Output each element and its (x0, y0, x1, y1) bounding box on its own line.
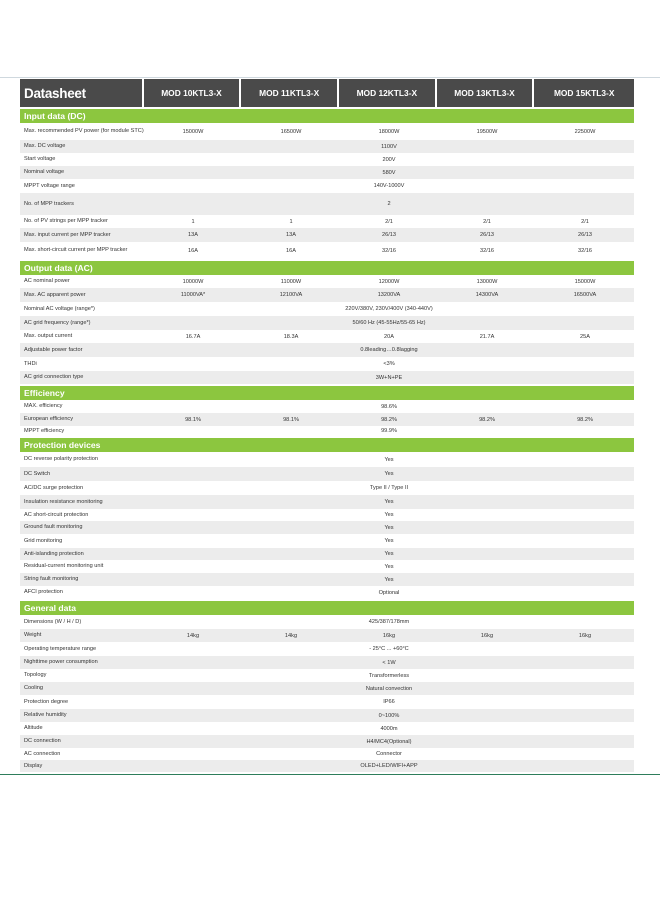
row-values (144, 123, 634, 140)
table-row (20, 615, 634, 629)
section-header: Protection devices (20, 438, 634, 452)
row-value: 3W+N+PE (375, 374, 403, 381)
row-label: AC/DC surge protection (24, 484, 84, 491)
row-values (144, 573, 634, 586)
row-label: Nominal voltage (24, 169, 65, 176)
row-label: Max. short-circuit current per MPP tracker (24, 247, 128, 254)
row-label: Relative humidity (24, 712, 67, 719)
row-value: 12000W (378, 278, 400, 285)
row-values (144, 695, 634, 709)
table-row (20, 215, 634, 228)
row-values (144, 140, 634, 153)
row-label: THDi (24, 360, 37, 367)
table-row (20, 302, 634, 316)
row-label: Topology (24, 672, 47, 679)
table-row (20, 586, 634, 599)
table-row (20, 760, 634, 772)
table-row (20, 316, 634, 330)
row-label: Display (24, 762, 43, 769)
row-value: 2/1 (385, 218, 393, 225)
row-value: 98.2% (577, 416, 593, 423)
row-label: MPPT voltage range (24, 182, 75, 189)
row-values (144, 709, 634, 722)
row-values (144, 288, 634, 302)
row-value: 98.2% (479, 416, 495, 423)
row-label: Insulation resistance monitoring (24, 498, 103, 505)
row-values (144, 548, 634, 560)
row-value: Yes (384, 471, 394, 477)
row-label: Max. input current per MPP tracker (24, 231, 111, 238)
table-row (20, 509, 634, 521)
row-value: < 1W (382, 659, 396, 666)
row-value: 16A (188, 247, 198, 254)
row-values (144, 669, 634, 682)
row-value: 4000m (380, 725, 398, 732)
row-label: Residual-current monitoring unit (24, 563, 104, 570)
row-value: 16500VA (573, 292, 597, 298)
section-header: General data (20, 601, 634, 615)
row-label: AC short-circuit protection (24, 511, 89, 518)
row-value: 15000W (574, 278, 596, 285)
row-value: 16.7A (185, 333, 201, 340)
datasheet-table (20, 79, 634, 772)
model-header: MOD 11KTL3-X (241, 79, 337, 107)
row-value: 32/16 (480, 247, 494, 254)
row-label: Max. output current (24, 333, 73, 340)
row-values (144, 534, 634, 548)
table-body (20, 109, 634, 772)
table-row (20, 400, 634, 413)
row-values (144, 193, 634, 215)
row-values (144, 400, 634, 413)
row-values (144, 215, 634, 228)
table-row (20, 642, 634, 656)
row-label: MAX. efficiency (24, 403, 63, 410)
row-values (144, 586, 634, 599)
bottom-divider (0, 774, 660, 775)
row-label: Weight (24, 632, 42, 639)
row-value: 98.6% (381, 403, 397, 410)
row-label: Cooling (24, 685, 43, 692)
row-label: Ground fault monitoring (24, 524, 83, 531)
row-value: Yes (384, 524, 394, 531)
table-row (20, 735, 634, 748)
row-values (144, 560, 634, 573)
row-values (144, 343, 634, 357)
row-label: Altitude (24, 725, 43, 732)
row-values (144, 413, 634, 426)
row-value: 13000W (476, 278, 498, 285)
section-header: Output data (AC) (20, 261, 634, 275)
row-values (144, 228, 634, 242)
row-value: 16kg (578, 632, 592, 639)
row-values (144, 642, 634, 656)
row-values (144, 481, 634, 495)
table-row (20, 534, 634, 548)
row-value: 14kg (284, 632, 298, 639)
table-row (20, 413, 634, 426)
table-row (20, 452, 634, 467)
row-label: Max. DC voltage (24, 143, 66, 150)
row-value: IP66 (383, 699, 395, 705)
row-value: Yes (384, 551, 394, 557)
table-row (20, 357, 634, 371)
row-value: 50/60 Hz (45-55Hz/55-65 Hz) (352, 320, 426, 326)
row-values (144, 371, 634, 384)
row-values (144, 760, 634, 772)
row-label: AC grid frequency (range*) (24, 319, 91, 326)
table-row (20, 193, 634, 215)
row-value: 0.8leading…0.8lagging (360, 347, 418, 353)
table-row (20, 153, 634, 166)
row-value: 21.7A (479, 333, 495, 340)
row-values (144, 682, 634, 695)
row-value: Yes (384, 456, 394, 463)
table-row (20, 467, 634, 481)
row-value: 16A (286, 247, 296, 254)
row-value: 2/1 (483, 218, 491, 225)
row-value: Natural convection (365, 685, 413, 692)
row-value: Type II / Type II (369, 485, 409, 491)
row-value: Yes (384, 538, 394, 544)
row-values (144, 735, 634, 748)
row-values (144, 495, 634, 509)
table-row (20, 371, 634, 384)
row-label: Anti-islanding protection (24, 550, 84, 557)
row-value: 12100VA (279, 292, 303, 298)
table-row (20, 481, 634, 495)
row-label: DC connection (24, 738, 61, 745)
table-row (20, 548, 634, 560)
row-label: Nighttime power consumption (24, 659, 98, 666)
row-label: MPPT efficiency (24, 427, 65, 434)
table-row (20, 669, 634, 682)
row-label: DC reverse polarity protection (24, 456, 98, 463)
row-value: 10000W (182, 278, 204, 285)
model-header: MOD 10KTL3-X (144, 79, 240, 107)
row-values (144, 722, 634, 735)
row-values (144, 242, 634, 259)
model-header: MOD 13KTL3-X (437, 79, 533, 107)
row-label: European efficiency (24, 416, 74, 423)
row-label: Max. recommended PV power (for module STC) (24, 128, 144, 135)
row-value: 99.9% (381, 428, 397, 434)
row-values (144, 153, 634, 166)
row-value: 1100V (381, 143, 397, 150)
row-value: 14kg (186, 632, 200, 639)
table-row (20, 656, 634, 669)
row-values (144, 509, 634, 521)
row-value: 13A (188, 232, 198, 238)
row-value: 11000W (280, 278, 302, 285)
row-value: 32/16 (578, 247, 592, 254)
row-value: OLED+LED/WIFI+APP (360, 763, 418, 769)
row-value: 22500W (574, 128, 596, 135)
datasheet-title: Datasheet (20, 79, 142, 107)
table-row (20, 330, 634, 343)
table-row (20, 288, 634, 302)
row-value: 18000W (378, 128, 400, 135)
model-header: MOD 15KTL3-X (534, 79, 634, 107)
row-values (144, 302, 634, 316)
table-row (20, 123, 634, 140)
row-label: No. of PV strings per MPP tracker (24, 218, 108, 225)
row-value: 580V (382, 169, 396, 176)
table-row (20, 560, 634, 573)
row-value: 140V-1000V (373, 183, 405, 189)
row-value: - 25°C ... +60°C (369, 646, 409, 652)
row-value: 26/13 (382, 232, 396, 238)
row-label: DC Switch (24, 470, 51, 477)
row-value: Yes (384, 563, 394, 570)
row-label: Nominal AC voltage (range*) (24, 305, 95, 312)
row-value: 16500W (280, 128, 302, 135)
row-value: 98.2% (381, 416, 397, 423)
row-label: AFCI protection (24, 589, 63, 596)
row-value: 13200VA (377, 292, 401, 298)
row-value: 425/387/178mm (368, 619, 410, 625)
table-row (20, 242, 634, 259)
table-row (20, 140, 634, 153)
row-value: 220V/380V, 230V/400V (340-440V) (345, 306, 433, 312)
table-row (20, 722, 634, 735)
row-value: 13A (286, 232, 296, 238)
row-value: 18.3A (283, 333, 299, 340)
top-divider (0, 77, 660, 78)
row-values (144, 521, 634, 534)
row-values (144, 426, 634, 436)
table-row (20, 495, 634, 509)
table-row (20, 629, 634, 642)
row-values (144, 166, 634, 179)
row-value: 32/16 (382, 247, 396, 254)
table-row (20, 179, 634, 193)
row-value: 14300VA (475, 292, 499, 298)
row-values (144, 452, 634, 467)
row-label: No. of MPP trackers (24, 200, 74, 207)
row-value: 15000W (182, 128, 204, 135)
row-label: Dimensions (W / H / D) (24, 618, 82, 625)
row-value: 1 (191, 218, 195, 225)
table-row (20, 426, 634, 436)
row-value: 26/13 (480, 232, 494, 238)
row-values (144, 615, 634, 629)
table-row (20, 709, 634, 722)
row-label: Start voltage (24, 156, 56, 163)
table-row (20, 521, 634, 534)
row-values (144, 330, 634, 343)
row-value: <3% (383, 361, 395, 367)
table-row (20, 748, 634, 760)
row-value: 19500W (476, 128, 498, 135)
row-label: Grid monitoring (24, 537, 63, 544)
row-value: 26/13 (578, 232, 592, 238)
row-value: Transformerless (368, 672, 410, 679)
row-value: 25A (580, 333, 590, 340)
row-value: 0~100% (378, 712, 400, 719)
model-header: MOD 12KTL3-X (339, 79, 435, 107)
row-value: 16kg (382, 632, 396, 639)
table-header (20, 79, 634, 107)
table-row (20, 573, 634, 586)
row-values (144, 275, 634, 288)
table-row (20, 275, 634, 288)
row-value: 200V (382, 156, 396, 163)
row-values (144, 656, 634, 669)
row-value: H4/MC4(Optional) (366, 738, 412, 745)
section-header: Input data (DC) (20, 109, 634, 123)
table-row (20, 695, 634, 709)
row-label: Adjustable power factor (24, 346, 83, 353)
row-label: Max. AC apparent power (24, 291, 86, 298)
table-row (20, 343, 634, 357)
row-values (144, 179, 634, 193)
row-value: Yes (384, 499, 394, 505)
row-label: AC connection (24, 750, 61, 757)
row-label: AC grid connection type (24, 374, 84, 381)
row-value: Yes (384, 512, 394, 518)
row-values (144, 629, 634, 642)
row-values (144, 467, 634, 481)
row-value: 98.1% (283, 416, 299, 423)
row-value: 11000VA* (180, 292, 206, 298)
row-value: Yes (384, 576, 394, 583)
row-label: String fault monitoring (24, 576, 79, 583)
row-label: Operating temperature range (24, 645, 97, 652)
row-label: AC nominal power (24, 278, 70, 285)
row-label: Protection degree (24, 698, 69, 705)
row-value: 16kg (480, 632, 494, 639)
row-value: 20A (384, 333, 394, 340)
row-value: Optional (378, 589, 400, 596)
row-value: Connector (376, 751, 402, 757)
table-row (20, 228, 634, 242)
row-value: 2 (387, 201, 391, 207)
row-value: 2/1 (581, 218, 589, 225)
table-row (20, 166, 634, 179)
row-values (144, 357, 634, 371)
row-value: 1 (289, 218, 293, 225)
section-header: Efficiency (20, 386, 634, 400)
row-value: 98.1% (185, 416, 201, 423)
row-values (144, 748, 634, 760)
row-values (144, 316, 634, 330)
table-row (20, 682, 634, 695)
